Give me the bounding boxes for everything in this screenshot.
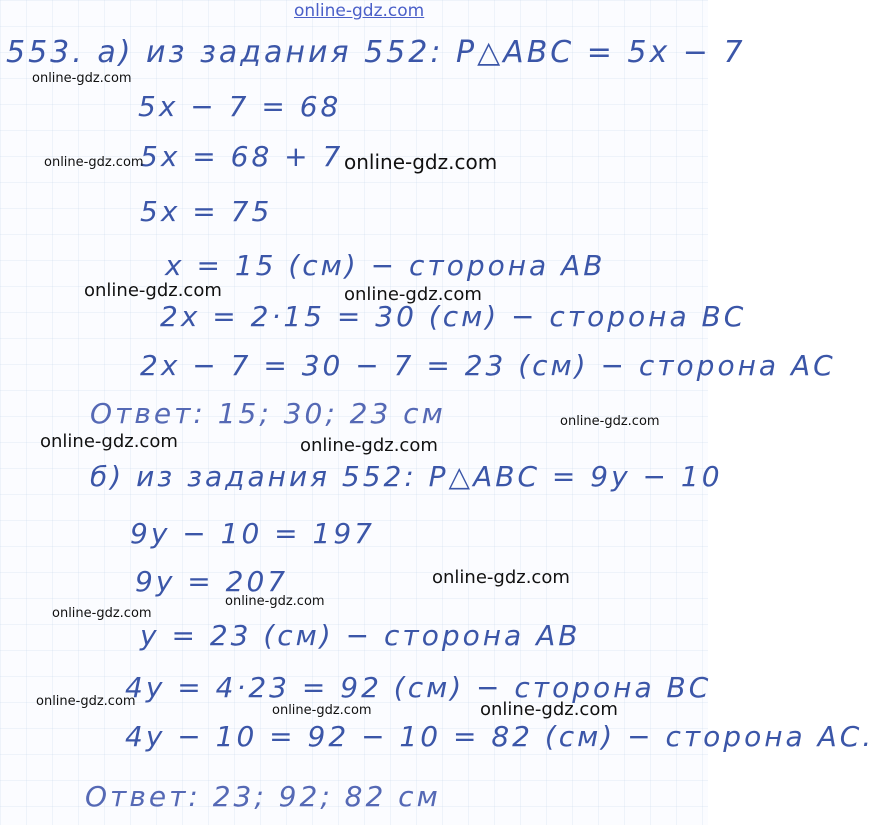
solution-line: 5x = 75: [140, 195, 273, 228]
answer-line-a: Ответ: 15; 30; 23 см: [90, 397, 446, 430]
solution-line: 9y = 207: [135, 565, 289, 598]
watermark: online-gdz.com: [560, 414, 660, 429]
solution-line: 5x = 68 + 7: [140, 140, 344, 173]
solution-line: 2x − 7 = 30 − 7 = 23 (см) − сторона AC: [140, 349, 836, 382]
watermark: online-gdz.com: [84, 280, 222, 301]
solution-line: y = 23 (см) − сторона AB: [140, 619, 581, 652]
watermark: online-gdz.com: [52, 606, 152, 621]
watermark: online-gdz.com: [32, 71, 132, 86]
solution-line: 9y − 10 = 197: [130, 517, 375, 550]
watermark: online-gdz.com: [40, 431, 178, 452]
solution-line: 2x = 2·15 = 30 (см) − сторона BC: [160, 300, 747, 333]
solution-line-task-b: б) из задания 552: P△ABC = 9y − 10: [90, 460, 723, 493]
solution-line: 5x − 7 = 68: [138, 90, 342, 123]
watermark: online-gdz.com: [480, 699, 618, 720]
watermark: online-gdz.com: [344, 284, 482, 305]
watermark: online-gdz.com: [300, 435, 438, 456]
watermark: online-gdz.com: [272, 703, 372, 718]
solution-line: 4y − 10 = 92 − 10 = 82 (см) − сторона AC.: [125, 720, 874, 753]
watermark: online-gdz.com: [36, 694, 136, 709]
watermark: online-gdz.com: [344, 150, 498, 174]
watermark: online-gdz.com: [225, 594, 325, 609]
answer-line-b: Ответ: 23; 92; 82 см: [85, 780, 441, 813]
solution-line: 4y = 4·23 = 92 (см) − сторона BC: [125, 671, 712, 704]
watermark: online-gdz.com: [44, 155, 144, 170]
watermark-link[interactable]: online-gdz.com: [294, 1, 425, 21]
solution-line-task-a: 553. а) из задания 552: P△ABC = 5x − 7: [6, 35, 746, 70]
solution-line: x = 15 (см) − сторона AB: [165, 249, 606, 282]
watermark: online-gdz.com: [432, 567, 570, 588]
